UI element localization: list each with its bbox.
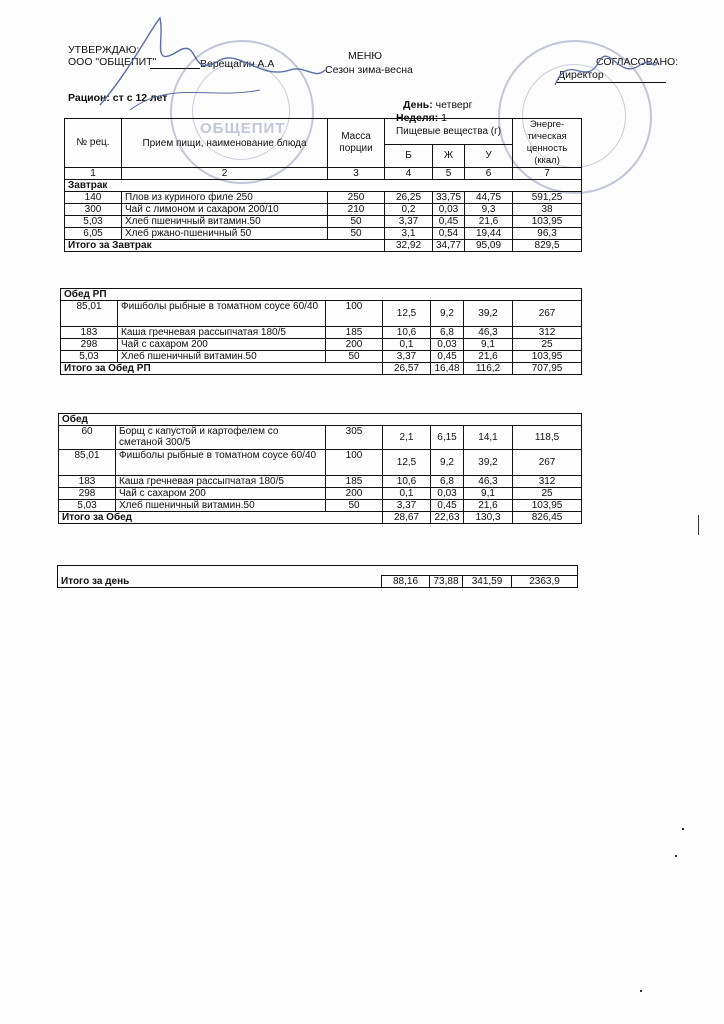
kcal-cell: 103,95 [513,216,582,228]
total-row [61,363,582,375]
section-title: Обед [59,414,582,426]
kcal-cell: 96,3 [513,228,582,240]
day-value: четверг [435,99,473,111]
kcal-cell: 267 [513,301,582,327]
stamp-text: ОБЩЕПИТ [200,120,286,137]
table-row [59,476,582,488]
col-energy-header: Энерге-тическая ценность (ккал) [513,119,582,168]
rec-cell: 140 [65,192,122,204]
total-b: 28,67 [383,512,431,524]
meal-cell: Хлеб ржано-пшеничный 50 [122,228,328,240]
zh-cell: 6,8 [431,476,464,488]
agreed-signature [550,40,660,100]
table-row [65,216,582,228]
org-name: ООО "ОБЩЕПИТ" [68,56,157,68]
zh-cell: 33,75 [433,192,465,204]
zh-cell: 0,45 [433,216,465,228]
u-cell: 21,6 [465,216,513,228]
meal-cell: Чай с сахаром 200 [118,339,326,351]
mass-cell: 200 [326,488,383,500]
meal-line: Борщ с капустой и картофелем со [119,426,279,437]
zh-cell: 9,2 [431,301,464,327]
menu-table-lunch-rp [60,288,582,375]
col-meal-header: Прием пищи, наименование блюда [122,119,328,168]
day-label: День: [403,99,433,111]
meal-cell: Каша гречневая рассыпчатая 180/5 [118,327,326,339]
u-cell: 19,44 [465,228,513,240]
day [403,99,472,111]
total-u: 95,09 [465,240,513,252]
kcal-cell: 591,25 [513,192,582,204]
table-row [65,204,582,216]
menu-table-breakfast [64,118,582,252]
kcal-cell: 103,95 [513,500,582,512]
meal-cell: Плов из куриного филе 250 [122,192,328,204]
mass-cell: 50 [326,351,383,363]
b-cell: 12,5 [383,301,431,327]
kcal-cell: 312 [513,327,582,339]
table-row [65,192,582,204]
rec-cell: 85,01 [61,301,118,327]
col-num: 1 [65,168,122,180]
scan-speck [675,855,677,857]
total-u: 116,2 [464,363,513,375]
section-title: Завтрак [65,180,582,192]
kcal-cell: 267 [513,450,582,476]
menu-table-lunch [58,413,582,524]
mass-cell: 100 [326,301,383,327]
meal-cell: Хлеб пшеничный витамин.50 [122,216,328,228]
week-label: Неделя: [396,112,439,124]
col-num: 6 [465,168,513,180]
week-value: 1 [441,112,447,124]
col-nutrients-header: Пищевые вещества (г) [385,119,513,145]
col-mass-header: Масса порции [328,119,385,168]
ration-label: Рацион: [68,92,110,104]
scan-speck [682,828,684,830]
b-cell: 12,5 [383,450,431,476]
u-cell: 39,2 [464,301,513,327]
menu-title: МЕНЮ [348,50,382,62]
u-cell: 44,75 [465,192,513,204]
rec-cell: 85,01 [59,450,116,476]
total-kcal: 829,5 [513,240,582,252]
mass-cell: 100 [326,450,383,476]
col-num: 3 [328,168,385,180]
approved-label: УТВЕРЖДАЮ: [68,44,140,56]
u-cell: 46,3 [464,476,513,488]
col-u-header: У [465,144,513,167]
u-cell: 21,6 [464,351,513,363]
total-row [65,240,582,252]
col-num: 5 [433,168,465,180]
table-row [61,351,582,363]
mass-cell: 50 [328,228,385,240]
meal-cell: Фишболы рыбные в томатном соусе 60/40 [116,450,326,476]
rec-cell: 298 [59,488,116,500]
scan-speck [698,515,699,535]
col-num: 4 [385,168,433,180]
total-zh: 34,77 [433,240,465,252]
u-cell: 39,2 [464,450,513,476]
meal-cell: Хлеб пшеничный витамин.50 [116,500,326,512]
mass-cell: 50 [328,216,385,228]
b-cell: 10,6 [383,476,431,488]
total-zh: 16,48 [431,363,464,375]
b-cell: 3,37 [383,351,431,363]
col-b-header: Б [385,144,433,167]
table-row [59,500,582,512]
table-row [65,228,582,240]
season: Сезон зима-весна [325,64,413,76]
b-cell: 0,1 [383,488,431,500]
zh-cell: 9,2 [431,450,464,476]
table-row [59,450,582,476]
u-cell: 9,1 [464,488,513,500]
total-kcal: 707,95 [513,363,582,375]
table-row [59,488,582,500]
mass-cell: 50 [326,500,383,512]
b-cell: 3,37 [383,500,431,512]
b-cell: 3,37 [385,216,433,228]
day-total-kcal: 2363,9 [512,576,578,588]
rec-cell: 5,03 [61,351,118,363]
director-label: Директор [558,69,604,81]
b-cell: 0,1 [383,339,431,351]
rec-cell: 300 [65,204,122,216]
col-num: 2 [122,168,328,180]
meal-line: сметаной 300/5 [119,437,191,448]
rec-cell: 5,03 [59,500,116,512]
zh-cell: 0,45 [431,351,464,363]
rec-cell: 5,03 [65,216,122,228]
total-u: 130,3 [464,512,513,524]
table-row [61,327,582,339]
day-total-label: Итого за день [58,576,382,588]
u-cell: 21,6 [464,500,513,512]
table-row [61,339,582,351]
kcal-cell: 38 [513,204,582,216]
zh-cell: 0,03 [431,339,464,351]
total-b: 32,92 [385,240,433,252]
zh-cell: 6,15 [431,426,464,450]
b-cell: 3,1 [385,228,433,240]
rec-cell: 60 [59,426,116,450]
b-cell: 2,1 [383,426,431,450]
zh-cell: 0,45 [431,500,464,512]
total-row [59,512,582,524]
rec-cell: 6,05 [65,228,122,240]
scan-speck [640,990,642,992]
kcal-cell: 312 [513,476,582,488]
mass-cell: 250 [328,192,385,204]
b-cell: 26,25 [385,192,433,204]
day-total-table [57,565,578,588]
day-total-row [58,576,578,588]
day-total-zh: 73,88 [430,576,463,588]
agreed-label: СОГЛАСОВАНО: [596,56,679,68]
meal-cell [116,426,326,450]
total-zh: 22,63 [431,512,464,524]
meal-cell: Фишболы рыбные в томатном соусе 60/40 [118,301,326,327]
col-zh-header: Ж [433,144,465,167]
kcal-cell: 118,5 [513,426,582,450]
table-row [61,301,582,327]
rec-cell: 183 [61,327,118,339]
zh-cell: 6,8 [431,327,464,339]
zh-cell: 0,54 [433,228,465,240]
zh-cell: 0,03 [431,488,464,500]
total-kcal: 826,45 [513,512,582,524]
signer-name: Верещагин А.А [200,58,275,70]
kcal-cell: 25 [513,339,582,351]
meal-cell: Каша гречневая рассыпчатая 180/5 [116,476,326,488]
u-cell: 9,3 [465,204,513,216]
meal-cell: Чай с лимоном и сахаром 200/10 [122,204,328,216]
day-total-u: 341,59 [463,576,512,588]
total-label: Итого за Обед [59,512,383,524]
kcal-cell: 103,95 [513,351,582,363]
table-row [59,426,582,450]
day-total-top [58,566,578,576]
mass-cell: 185 [326,476,383,488]
ration-value: ст с 12 лет [112,92,168,104]
u-cell: 9,1 [464,339,513,351]
col-rec-header: № рец. [65,119,122,168]
total-label: Итого за Обед РП [61,363,383,375]
col-num: 7 [513,168,582,180]
mass-cell: 305 [326,426,383,450]
section-title: Обед РП [61,289,582,301]
mass-cell: 200 [326,339,383,351]
day-total-b: 88,16 [382,576,430,588]
b-cell: 10,6 [383,327,431,339]
zh-cell: 0,03 [433,204,465,216]
meal-cell: Хлеб пшеничный витамин.50 [118,351,326,363]
total-label: Итого за Завтрак [65,240,385,252]
rec-cell: 298 [61,339,118,351]
kcal-cell: 25 [513,488,582,500]
u-cell: 46,3 [464,327,513,339]
rec-cell: 183 [59,476,116,488]
total-b: 26,57 [383,363,431,375]
mass-cell: 210 [328,204,385,216]
mass-cell: 185 [326,327,383,339]
u-cell: 14,1 [464,426,513,450]
b-cell: 0,2 [385,204,433,216]
meal-cell: Чай с сахаром 200 [116,488,326,500]
